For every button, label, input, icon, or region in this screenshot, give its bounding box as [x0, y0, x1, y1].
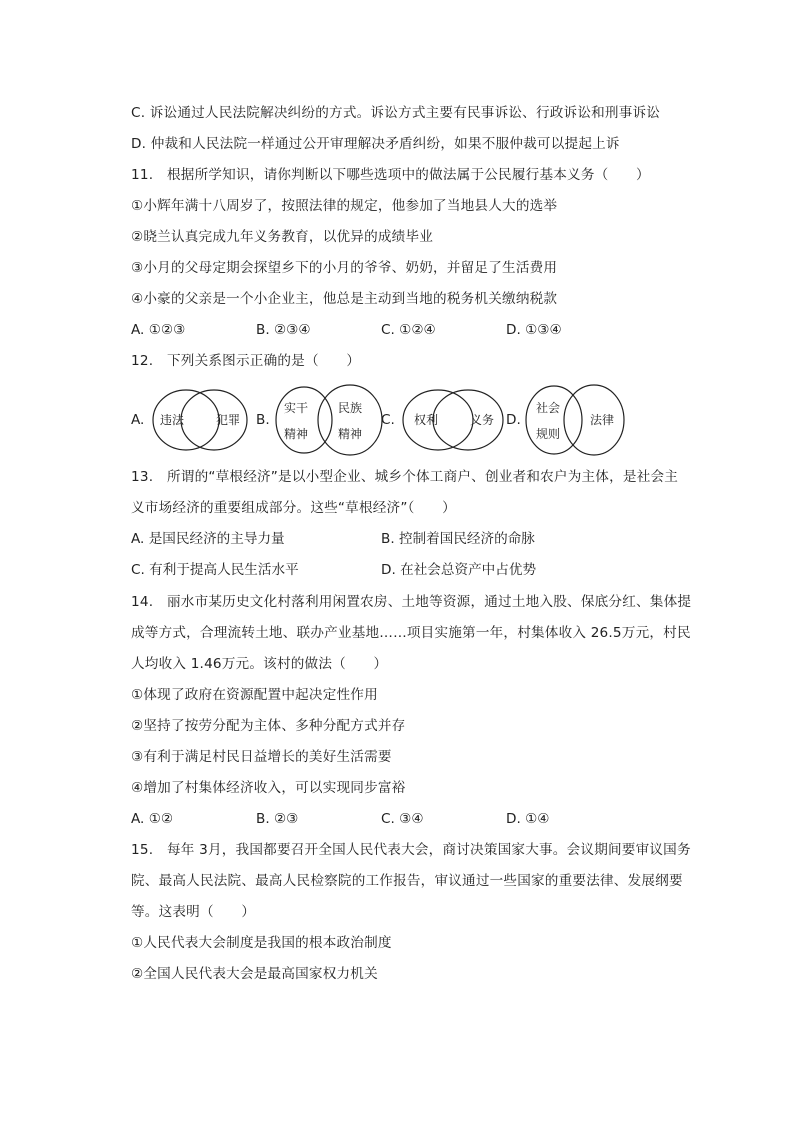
q11-stem: 11. 根据所学知识，请你判断以下哪些选项中的做法属于公民履行基本义务（ ） [131, 167, 650, 183]
q11-statement-2: ②晓兰认真完成九年义务教育，以优异的成绩毕业 [131, 229, 434, 245]
q13-option-b: B. 控制着国民经济的命脉 [381, 531, 535, 547]
q12-option-b-letter: B. [256, 412, 270, 428]
q14-statement-3: ③有利于满足村民日益增长的美好生活需要 [131, 749, 392, 765]
q15-statement-1: ①人民代表大会制度是我国的根本政治制度 [131, 935, 392, 951]
q13-option-c: C. 有利于提高人民生活水平 [131, 562, 299, 578]
q12-venn-a [150, 382, 250, 458]
venn-b-left-label-line2: 精神 [283, 427, 309, 441]
q11-statement-4: ④小豪的父亲是一个小企业主，他总是主动到当地的税务机关缴纳税款 [131, 291, 558, 307]
q12-option-a-letter: A. [131, 412, 145, 428]
venn-b-left-label-line1: 实干 [283, 401, 309, 415]
q11-option-d: D. ①③④ [506, 322, 562, 338]
q11-option-c: C. ①②④ [381, 322, 436, 338]
q10-option-c: C. 诉讼通过人民法院解决纠纷的方式。诉讼方式主要有民事诉讼、行政诉讼和刑事诉讼 [131, 105, 661, 121]
q12-venn-d [524, 382, 628, 458]
q12-stem: 12. 下列关系图示正确的是（ ） [131, 353, 361, 369]
q15-stem-line1: 15. 每年 3月，我国都要召开全国人民代表大会，商讨决策国家大事。会议期间要审议国务 [131, 842, 691, 858]
q14-statement-2: ②坚持了按劳分配为主体、多种分配方式并存 [131, 718, 406, 734]
q11-option-a: A. ①②③ [131, 322, 186, 338]
q14-stem-line1: 14. 丽水市某历史文化村落利用闲置农房、土地等资源，通过土地入股、保底分红、集体提 [131, 594, 692, 610]
venn-d-right-label: 法律 [589, 413, 615, 427]
q14-statement-1: ①体现了政府在资源配置中起决定性作用 [131, 687, 378, 703]
q14-option-a: A. ①② [131, 811, 174, 827]
q12-option-d-letter: D. [506, 412, 521, 428]
q12-venn-b [274, 382, 384, 458]
venn-b-right-label-line1: 民族 [337, 401, 363, 415]
q10-option-d: D. 仲裁和人民法院一样通过公开审理解决矛盾纠纷，如果不服仲裁可以提起上诉 [131, 136, 620, 152]
venn-a-left-label: 违法 [159, 413, 185, 427]
q13-option-d: D. 在社会总资产中占优势 [381, 562, 537, 578]
q14-option-c: C. ③④ [381, 811, 424, 827]
q13-option-a: A. 是国民经济的主导力量 [131, 531, 285, 547]
venn-c-left-label: 权利 [413, 413, 439, 427]
venn-c-right-label: 义务 [469, 413, 495, 427]
venn-d-left-label-line1: 社会 [535, 401, 561, 415]
q11-statement-3: ③小月的父母定期会探望乡下的小月的爷爷、奶奶，并留足了生活费用 [131, 260, 558, 276]
q14-statement-4: ④增加了村集体经济收入，可以实现同步富裕 [131, 780, 406, 796]
q13-stem-line1: 13. 所谓的“草根经济”是以小型企业、城乡个体工商户、创业者和农户为主体，是社会主 [131, 469, 679, 485]
venn-b-left-circle [276, 387, 332, 453]
q12-diagram-row [128, 382, 628, 458]
q13-stem-line2: 义市场经济的重要组成部分。这些“草根经济”（ ） [131, 500, 456, 516]
q14-option-d: D. ①④ [506, 811, 550, 827]
q14-option-b: B. ②③ [256, 811, 299, 827]
venn-d-left-label-line2: 规则 [535, 427, 561, 441]
q11-option-b: B. ②③④ [256, 322, 311, 338]
q14-stem-line3: 人均收入 1.46万元。该村的做法（ ） [131, 656, 388, 672]
q12-option-c-letter: C. [381, 412, 395, 428]
q15-statement-2: ②全国人民代表大会是最高国家权力机关 [131, 966, 378, 982]
q12-venn-c [400, 382, 506, 458]
venn-b-right-circle [318, 385, 382, 455]
q14-stem-line2: 成等方式，合理流转土地、联办产业基地……项目实施第一年，村集体收入 26.5万元，村民 [131, 625, 691, 641]
q15-stem-line2: 院、最高人民法院、最高人民检察院的工作报告，审议通过一些国家的重要法律、发展纲要 [131, 873, 683, 889]
venn-d-left-circle [526, 386, 582, 454]
q15-stem-line3: 等。这表明（ ） [131, 904, 256, 920]
venn-a-right-label: 犯罪 [215, 413, 241, 427]
venn-b-right-label-line2: 精神 [337, 427, 363, 441]
q11-statement-1: ①小辉年满十八周岁了，按照法律的规定，他参加了当地县人大的选举 [131, 198, 558, 214]
